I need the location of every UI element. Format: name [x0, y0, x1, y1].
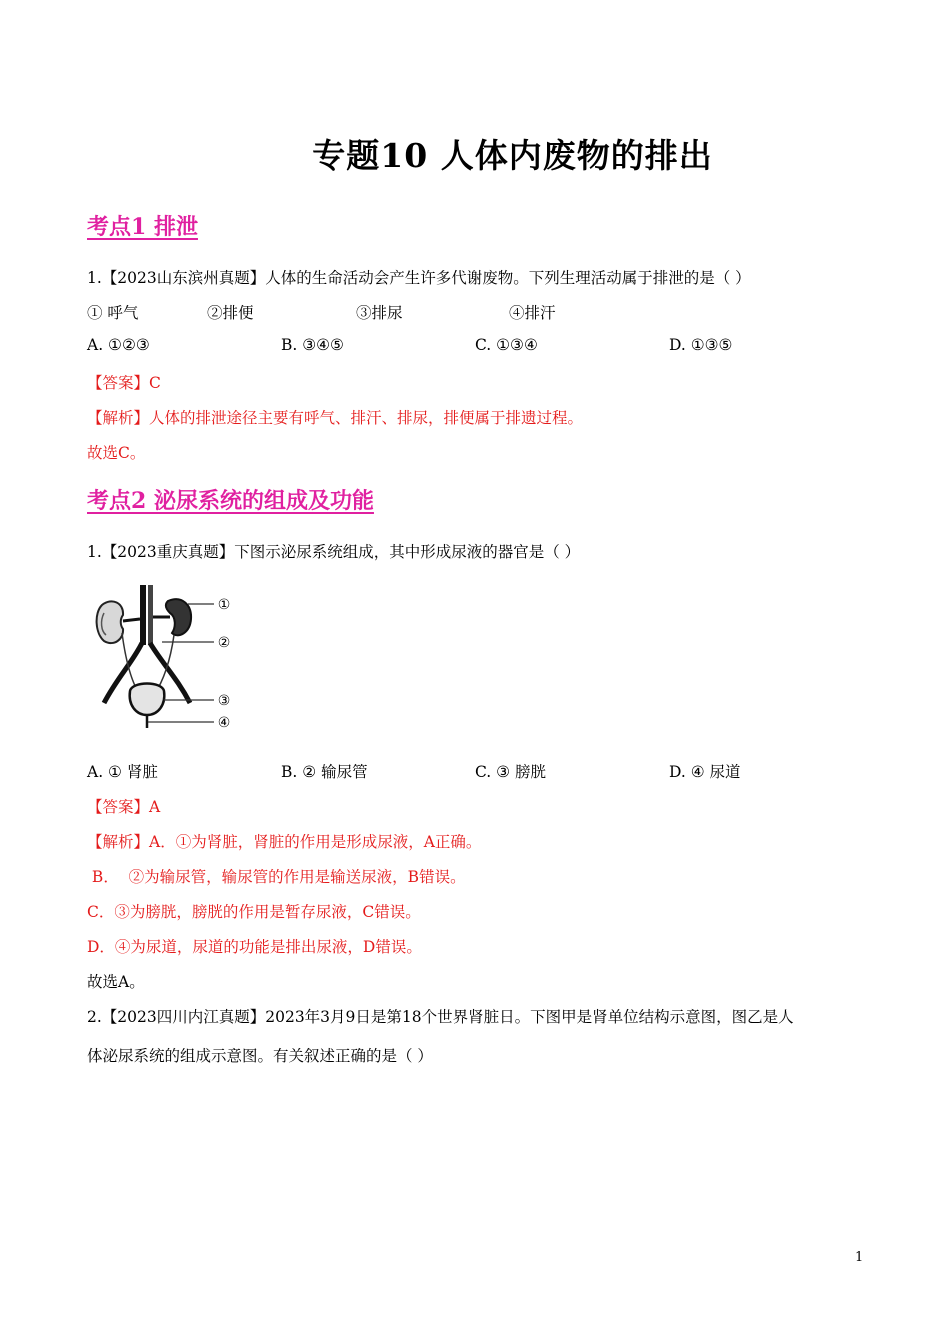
page-title: 专题10 人体内废物的排出: [312, 136, 713, 175]
urinary-system-figure: [92, 583, 242, 735]
analysis-line: C．③为膀胱，膀胱的作用是暂存尿液，C错误。: [87, 903, 421, 921]
page-number: 1: [855, 1250, 864, 1265]
figure-label-4: ④: [217, 715, 231, 731]
answer: 【答案】A: [87, 798, 161, 816]
conclusion: 故选C。: [87, 444, 146, 462]
conclusion: 故选A。: [87, 973, 145, 991]
question-stem: 1.【2023山东滨州真题】人体的生命活动会产生许多代谢废物。下列生理活动属于排泄的是（ ）: [87, 269, 751, 287]
answer: 【答案】C: [87, 374, 161, 392]
option-b: B. ③④⑤: [281, 336, 344, 354]
list-item: ②排便: [207, 304, 254, 322]
list-item: ④排汗: [509, 304, 556, 322]
option-b: B. ② 输尿管: [281, 763, 368, 781]
analysis-line: 【解析】A．①为肾脏，肾脏的作用是形成尿液，A正确。: [87, 833, 482, 851]
list-item: ① 呼气: [87, 304, 139, 322]
figure-label-1: ①: [217, 597, 231, 613]
list-item: ③排尿: [356, 304, 403, 322]
option-a: A. ①②③: [87, 336, 150, 354]
option-c: C. ③ 膀胱: [475, 763, 546, 781]
analysis-line: B． ②为输尿管，输尿管的作用是输送尿液，B错误。: [87, 868, 466, 886]
analysis-line: D．④为尿道，尿道的功能是排出尿液，D错误。: [87, 938, 422, 956]
option-a: A. ① 肾脏: [87, 763, 158, 781]
question-stem-continued: 体泌尿系统的组成示意图。有关叙述正确的是（ ）: [87, 1047, 433, 1065]
analysis: 【解析】人体的排泄途径主要有呼气、排汗、排尿，排便属于排遗过程。: [87, 409, 584, 427]
option-c: C. ①③④: [475, 336, 538, 354]
question-stem: 1.【2023重庆真题】下图示泌尿系统组成，其中形成尿液的器官是（ ）: [87, 543, 581, 561]
option-d: D. ④ 尿道: [669, 763, 741, 781]
figure-label-2: ②: [217, 635, 231, 651]
figure-label-3: ③: [217, 693, 231, 709]
question-stem: 2.【2023四川内江真题】2023年3月9日是第18个世界肾脏日。下图甲是肾单位结构示意图，图乙是人: [87, 1008, 794, 1026]
option-d: D. ①③⑤: [669, 336, 733, 354]
section-heading-excretion: 考点1 排泄: [87, 214, 198, 240]
section-heading-urinary-system: 考点2 泌尿系统的组成及功能: [87, 488, 374, 514]
